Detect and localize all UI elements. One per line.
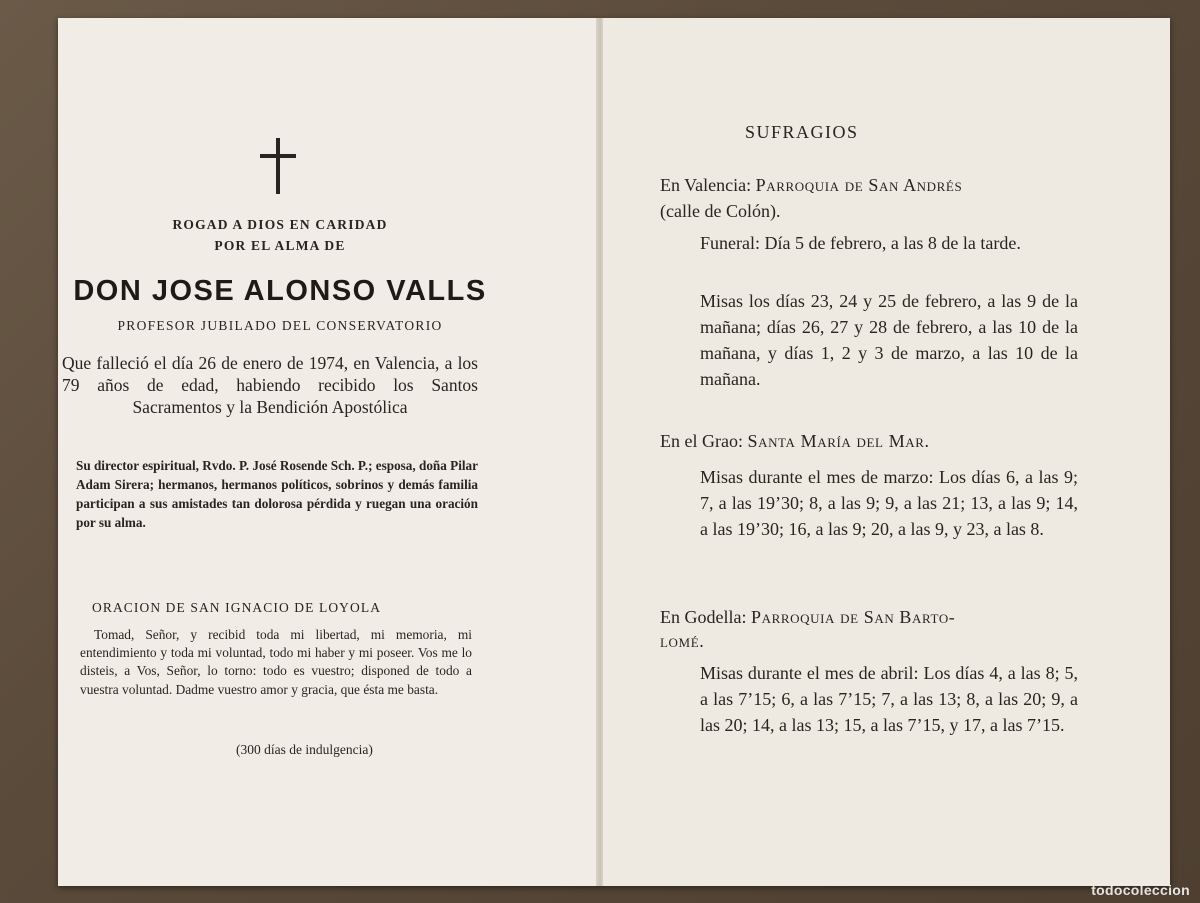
valencia-church: Parroquia de San Andrés	[755, 175, 963, 195]
valencia-label: En Valencia:	[660, 175, 752, 195]
rogad-line-2: POR EL ALMA DE	[214, 238, 346, 253]
deceased-name: DON JOSE ALONSO VALLS	[73, 275, 487, 307]
grao-masses: Misas durante el mes de marzo: Los días 6, a las 9; 7, a las 19’30; 8, a las 9; 9, a las 21; 13, a las 9; 14, a las 19’30; 16, a las 9; 20, a las 9, y 23, a las 8.	[700, 467, 1078, 539]
cross-icon	[260, 138, 296, 194]
valencia-masses: Misas los días 23, 24 y 25 de febrero, a las 9 de la mañana; días 26, 27 y 28 de febrero, a las 10 de la mañana, y días 1, 2 y 3 de marzo, a las 10 de la mañana.	[700, 291, 1078, 389]
grao-label: En el Grao:	[660, 431, 743, 451]
family-notice: Su director espiritual, Rvdo. P. José Rosende Sch. P.; esposa, doña Pilar Adam Sirera; hermanos, hermanos políticos, sobrinos y demás familia participan a sus amistades tan dolorosa pérdida y ruegan una oración por su alma.	[76, 458, 478, 530]
watermark-logo: todocoleccion	[1091, 882, 1190, 898]
profession-subtitle: PROFESOR JUBILADO DEL CONSERVATORIO	[117, 318, 443, 333]
godella-label: En Godella:	[660, 607, 747, 627]
godella-church-end: lomé.	[660, 631, 705, 651]
godella-masses: Misas durante el mes de abril: Los días 4, a las 8; 5, a las 7’15; 6, a las 7’15; 7, a las 13; 8, a las 20; 9, a las 20; 14, a las 13; 15, a las 7’15, y 17, a las 7’15.	[700, 663, 1078, 735]
rogad-heading	[60, 214, 500, 256]
death-notice: Que falleció el día 26 de enero de 1974, en Valencia, a los 79 años de edad, habiendo recibido los Santos Sacramentos y la Bendición Apostólica	[62, 353, 478, 417]
godella-location	[660, 604, 955, 630]
prayer-text: Tomad, Señor, y recibid toda mi libertad, mi memoria, mi entendimiento y toda mi voluntad, todo mi haber y mi poseer. Vos me lo disteis, a Vos, Señor, lo torno: todo es vuestro; disponed de todo a vuestra voluntad. Dadme vuestro amor y gracia, que ésta me basta.	[80, 627, 472, 697]
valencia-location	[660, 172, 962, 198]
sufragios-title: SUFRAGIOS	[745, 122, 859, 142]
prayer-title: ORACION DE SAN IGNACIO DE LOYOLA	[92, 600, 382, 615]
valencia-street: (calle de Colón).	[660, 201, 781, 221]
rogad-line-1: ROGAD A DIOS EN CARIDAD	[172, 217, 388, 232]
indulgence-note: (300 días de indulgencia)	[236, 742, 373, 757]
grao-church: Santa María del Mar.	[747, 431, 930, 451]
grao-location	[660, 428, 930, 454]
memorial-card	[58, 18, 1170, 886]
funeral-text: Funeral: Día 5 de febrero, a las 8 de la tarde.	[700, 233, 1021, 253]
godella-church: Parroquia de San Barto-	[750, 607, 956, 627]
